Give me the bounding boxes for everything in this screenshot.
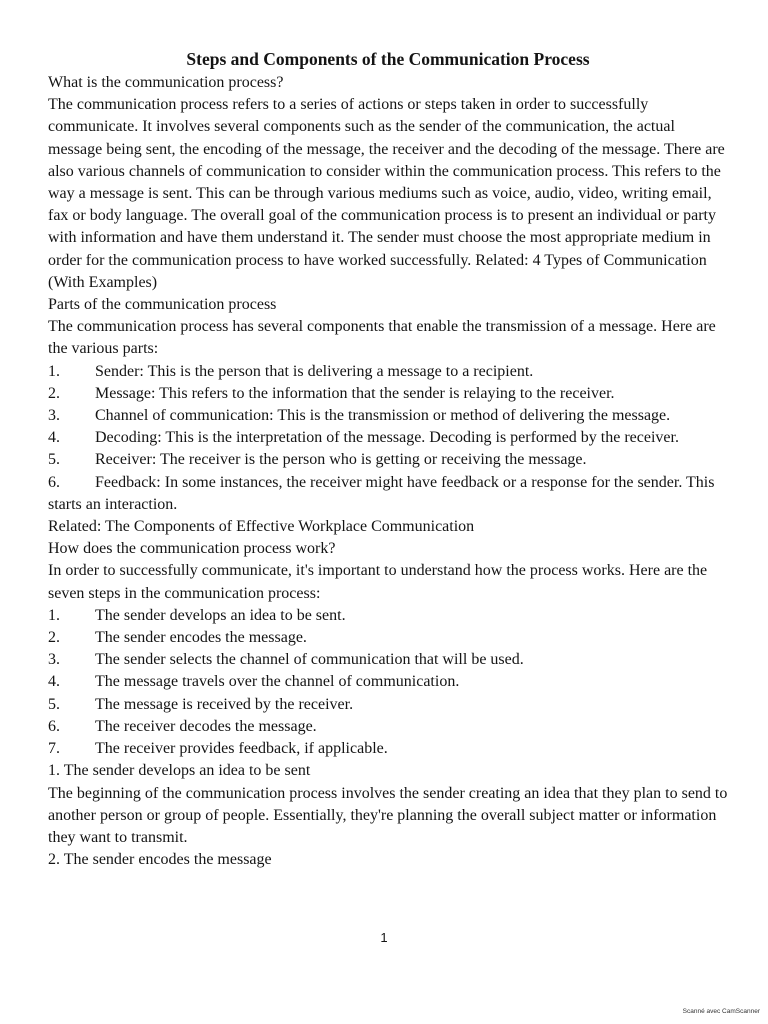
document-page bbox=[48, 46, 728, 871]
list-number: 6. bbox=[48, 473, 60, 491]
list-item bbox=[48, 472, 728, 516]
how-heading: How does the communication process work? bbox=[48, 540, 336, 558]
list-text: Channel of communication: This is the transmission or method of delivering the message. bbox=[95, 407, 671, 425]
steps-list bbox=[48, 605, 728, 760]
list-item bbox=[48, 605, 728, 627]
list-text: Decoding: This is the interpretation of the message. Decoding is performed by the receiver. bbox=[95, 429, 679, 447]
how-intro: In order to successfully communicate, it's important to understand how the process works. Here are the seven steps in the communication process: bbox=[48, 562, 708, 602]
list-item bbox=[48, 427, 728, 449]
step1-heading: 1. The sender develops an idea to be sent bbox=[48, 762, 311, 780]
page-number: 1 bbox=[380, 930, 388, 945]
list-text: The message is received by the receiver. bbox=[95, 695, 354, 713]
parts-heading: Parts of the communication process bbox=[48, 296, 277, 314]
list-number: 4. bbox=[48, 673, 60, 691]
list-text: The receiver decodes the message. bbox=[95, 717, 317, 735]
list-item bbox=[48, 449, 728, 471]
list-item bbox=[48, 627, 728, 649]
parts-intro: The communication process has several components that enable the transmission of a message. Here are the various parts: bbox=[48, 318, 716, 358]
list-text: The receiver provides feedback, if applicable. bbox=[95, 740, 388, 758]
scanner-watermark: Scanné avec CamScanner bbox=[682, 1008, 760, 1015]
list-item bbox=[48, 671, 728, 693]
list-item bbox=[48, 738, 728, 760]
parts-list bbox=[48, 361, 728, 516]
list-number: 5. bbox=[48, 451, 60, 469]
list-item bbox=[48, 649, 728, 671]
list-text: Receiver: The receiver is the person who is getting or receiving the message. bbox=[95, 451, 587, 469]
list-text: The message travels over the channel of communication. bbox=[95, 673, 460, 691]
list-text: The sender selects the channel of communication that will be used. bbox=[95, 651, 524, 669]
related-link-text: Related: The Components of Effective Workplace Communication bbox=[48, 518, 475, 536]
list-number: 6. bbox=[48, 717, 60, 735]
list-item bbox=[48, 383, 728, 405]
list-text: The sender encodes the message. bbox=[95, 629, 307, 647]
list-text: Feedback: In some instances, the receiver might have feedback or a response for the sender. This starts an interaction. bbox=[48, 473, 715, 513]
list-number: 7. bbox=[48, 740, 60, 758]
list-item bbox=[48, 361, 728, 383]
list-number: 1. bbox=[48, 606, 60, 624]
list-text: Sender: This is the person that is delivering a message to a recipient. bbox=[95, 362, 534, 380]
list-text: The sender develops an idea to be sent. bbox=[95, 606, 346, 624]
list-item bbox=[48, 716, 728, 738]
intro-paragraph: The communication process refers to a series of actions or steps taken in order to successfully communicate. It involves several components such as the sender of the communication, the actual message being sent, the encoding of the message, the receiver and the decoding of the message. There are also various channels of communication to consider within the communication process. This refers to the way a message is sent. This can be through various mediums such as voice, audio, video, writing email, fax or body language. The overall goal of the communication process is to present an individual or party with information and have them understand it. The sender must choose the most appropriate medium in order for the communication process to have worked successfully. Related: 4 Types of Communication (With Examples) bbox=[48, 96, 725, 291]
list-number: 5. bbox=[48, 695, 60, 713]
document-title: Steps and Components of the Communication Process bbox=[186, 49, 590, 69]
list-number: 2. bbox=[48, 384, 60, 402]
list-number: 4. bbox=[48, 429, 60, 447]
list-number: 3. bbox=[48, 407, 60, 425]
list-number: 2. bbox=[48, 629, 60, 647]
list-item bbox=[48, 405, 728, 427]
step2-heading: 2. The sender encodes the message bbox=[48, 851, 272, 869]
list-text: Message: This refers to the information that the sender is relaying to the receiver. bbox=[95, 384, 615, 402]
list-number: 3. bbox=[48, 651, 60, 669]
list-number: 1. bbox=[48, 362, 60, 380]
list-item bbox=[48, 694, 728, 716]
intro-heading: What is the communication process? bbox=[48, 74, 284, 91]
step1-paragraph: The beginning of the communication process involves the sender creating an idea that they plan to send to another person or group of people. Essentially, they're planning the overall subject matter or information they want to transmit. bbox=[48, 784, 728, 846]
